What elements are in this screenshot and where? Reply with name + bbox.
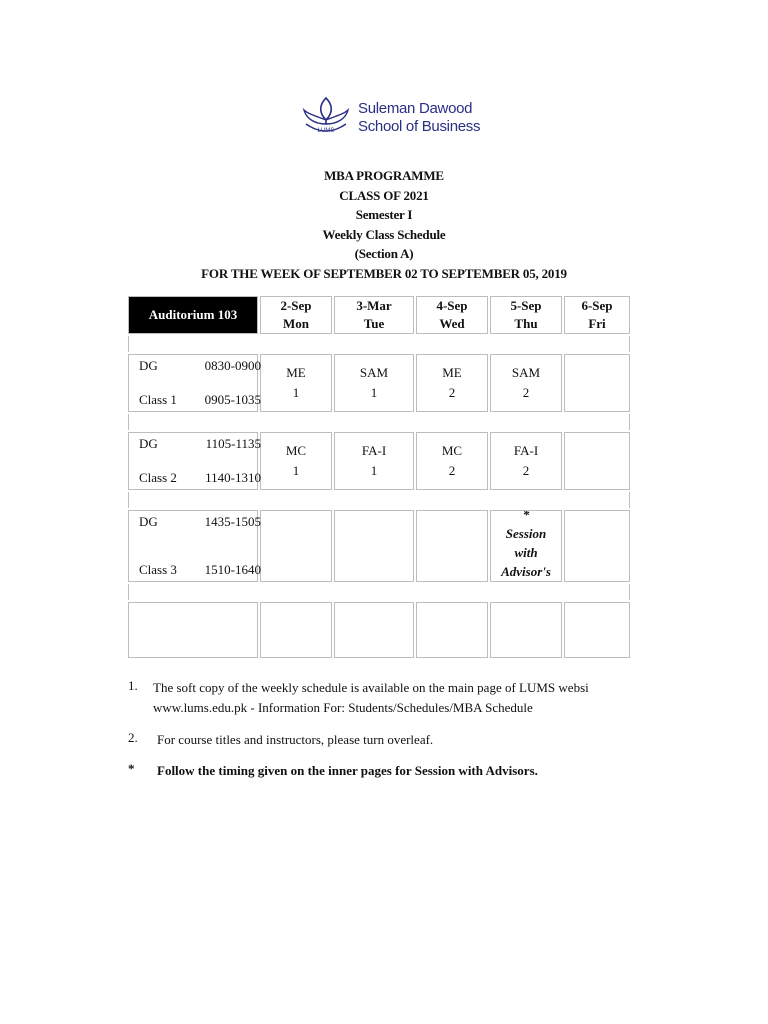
semester-title: Semester I bbox=[355, 207, 413, 222]
day-name: Tue bbox=[363, 316, 385, 331]
logo-title-line2: School of Business bbox=[358, 118, 481, 135]
slot-label: DG bbox=[139, 436, 158, 451]
spacer bbox=[128, 584, 630, 600]
slot-time: 0905-1035 bbox=[204, 392, 261, 407]
empty-cell bbox=[490, 602, 562, 658]
class-cell bbox=[260, 354, 332, 412]
day-name: Wed bbox=[439, 316, 465, 331]
day-date: 4-Sep bbox=[436, 298, 468, 313]
class-cell bbox=[260, 432, 332, 490]
spacer bbox=[128, 414, 630, 430]
spacer-row bbox=[128, 414, 630, 430]
day-date: 6-Sep bbox=[581, 298, 613, 313]
day-header bbox=[334, 296, 414, 334]
day-name: Mon bbox=[283, 316, 309, 331]
session-number: 1 bbox=[370, 385, 378, 400]
room-header: Auditorium 103 bbox=[128, 296, 258, 334]
class-cell bbox=[564, 432, 630, 490]
footnote-marker: * bbox=[128, 761, 135, 776]
slot-label: DG bbox=[139, 514, 158, 529]
footnote-item bbox=[128, 761, 538, 781]
empty-cell bbox=[334, 602, 414, 658]
section-title: (Section A) bbox=[354, 246, 414, 261]
table-row bbox=[128, 432, 630, 490]
slot-label: Class 1 bbox=[139, 392, 177, 407]
time-slot-cell bbox=[128, 354, 261, 412]
time-slot-cell bbox=[128, 432, 261, 490]
note-word: Session bbox=[505, 526, 547, 541]
footnote-number: 2. bbox=[128, 730, 138, 745]
class-cell bbox=[334, 432, 414, 490]
footnote-item bbox=[128, 730, 433, 750]
day-date: 2-Sep bbox=[280, 298, 312, 313]
empty-cell bbox=[564, 602, 630, 658]
table-row bbox=[128, 354, 630, 412]
class-cell bbox=[564, 354, 630, 412]
footnote-number: 1. bbox=[128, 678, 138, 693]
table-header-row bbox=[128, 296, 630, 334]
class-title: CLASS OF 2021 bbox=[339, 187, 429, 203]
day-header bbox=[564, 296, 630, 334]
logo-badge-text: LUMS bbox=[317, 128, 335, 134]
session-number: 1 bbox=[292, 463, 300, 478]
logo-title-line1: Suleman Dawood bbox=[358, 100, 473, 117]
class-cell bbox=[416, 354, 488, 412]
class-cell bbox=[490, 354, 562, 412]
spacer-row bbox=[128, 336, 630, 352]
slot-time: 1105-1135 bbox=[205, 436, 261, 451]
programme-title: MBA PROGRAMME bbox=[324, 168, 444, 183]
lums-lotus-emblem-icon bbox=[300, 94, 352, 140]
footnote-text: For course titles and instructors, please turn overleaf. bbox=[157, 732, 434, 747]
slot-label: DG bbox=[139, 358, 158, 373]
session-number: 1 bbox=[370, 463, 378, 478]
class-cell bbox=[564, 510, 630, 582]
advisor-session-cell bbox=[490, 510, 562, 582]
day-name: Thu bbox=[514, 316, 538, 331]
course-code: SAM bbox=[511, 365, 541, 380]
day-date: 3-Mar bbox=[356, 298, 392, 313]
footnote-text: Follow the timing given on the inner pages for Session with Advisors. bbox=[157, 763, 538, 778]
spacer-row bbox=[128, 492, 630, 508]
spacer-row bbox=[128, 584, 630, 600]
session-number: 2 bbox=[448, 463, 456, 478]
time-slot-cell bbox=[128, 510, 261, 582]
document-heading bbox=[0, 166, 768, 283]
course-code: MC bbox=[441, 443, 463, 458]
spacer bbox=[128, 336, 630, 352]
slot-time: 0830-0900 bbox=[204, 358, 261, 373]
slot-time: 1140-1310 bbox=[205, 470, 261, 485]
day-header bbox=[260, 296, 332, 334]
note-word: with bbox=[514, 545, 538, 560]
course-code: MC bbox=[285, 443, 307, 458]
week-title: FOR THE WEEK OF SEPTEMBER 02 TO SEPTEMBER 05, 2019 bbox=[201, 265, 567, 281]
course-code: FA-I bbox=[513, 443, 539, 458]
slot-time: 1510-1640 bbox=[204, 562, 261, 577]
empty-cell bbox=[416, 602, 488, 658]
empty-cell bbox=[260, 602, 332, 658]
school-logo bbox=[300, 94, 480, 140]
class-cell bbox=[334, 510, 414, 582]
note-marker: * bbox=[522, 510, 530, 522]
slot-label: Class 2 bbox=[139, 470, 177, 485]
note-word: Advisor's bbox=[501, 564, 551, 579]
class-cell bbox=[260, 510, 332, 582]
class-cell bbox=[334, 354, 414, 412]
session-number: 2 bbox=[522, 463, 530, 478]
class-cell bbox=[490, 432, 562, 490]
class-cell bbox=[416, 432, 488, 490]
session-number: 1 bbox=[292, 385, 300, 400]
table-row bbox=[128, 510, 630, 582]
day-name: Fri bbox=[588, 316, 606, 331]
table-row bbox=[128, 602, 630, 658]
schedule-table bbox=[126, 294, 632, 660]
slot-time: 1435-1505 bbox=[204, 514, 261, 529]
course-code: FA-I bbox=[361, 443, 387, 458]
footnotes bbox=[128, 678, 648, 778]
session-number: 2 bbox=[522, 385, 530, 400]
footnote-text: The soft copy of the weekly schedule is available on the main page of LUMS websi bbox=[153, 680, 589, 695]
empty-cell bbox=[128, 602, 258, 658]
website-link[interactable]: www.lums.edu.pk - Information For: Students/Schedules/MBA Schedule bbox=[153, 700, 533, 715]
day-date: 5-Sep bbox=[510, 298, 542, 313]
day-header bbox=[416, 296, 488, 334]
day-header bbox=[490, 296, 562, 334]
class-cell bbox=[416, 510, 488, 582]
course-code: ME bbox=[286, 365, 306, 380]
session-number: 2 bbox=[448, 385, 456, 400]
course-code: SAM bbox=[359, 365, 389, 380]
schedule-title: Weekly Class Schedule bbox=[322, 226, 446, 242]
course-code: ME bbox=[442, 365, 462, 380]
footnote-item bbox=[128, 678, 648, 718]
spacer bbox=[128, 492, 630, 508]
slot-label: Class 3 bbox=[139, 562, 177, 577]
